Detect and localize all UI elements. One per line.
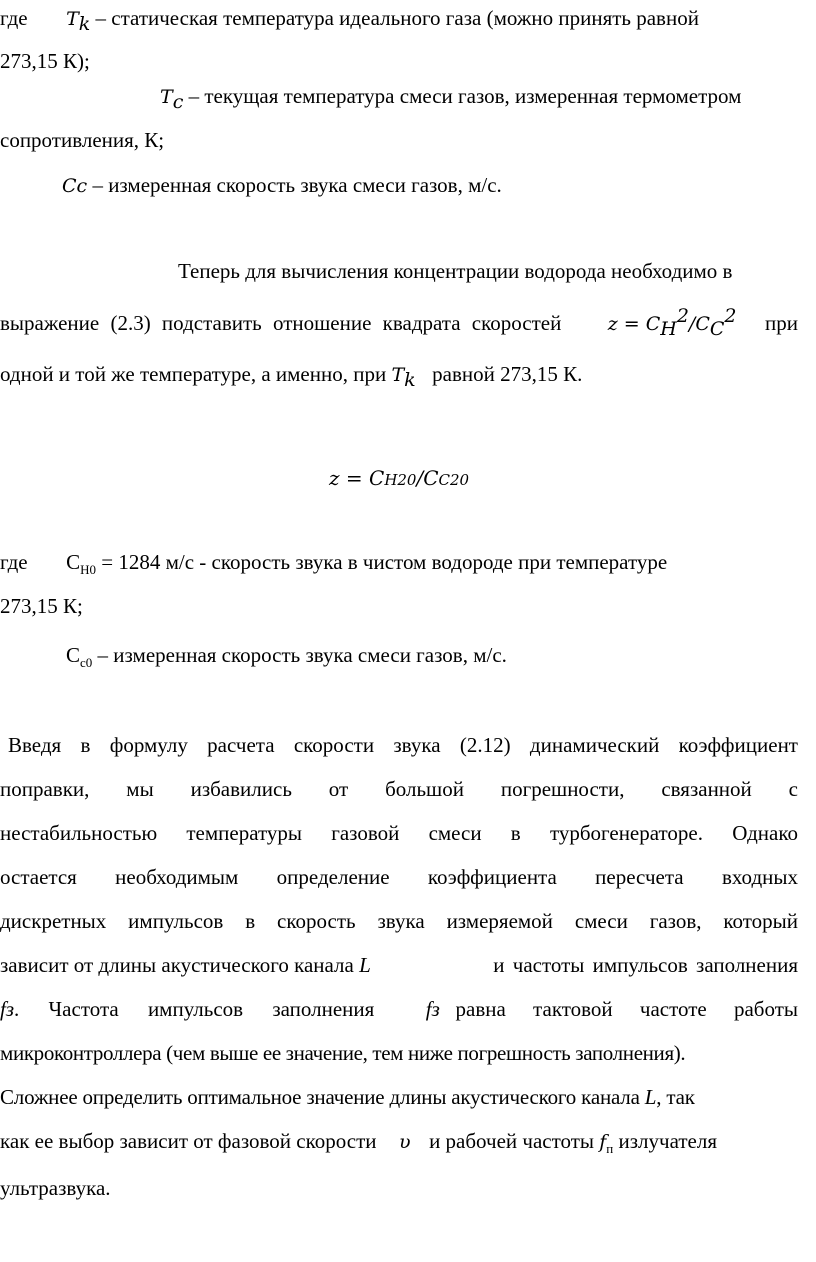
p2-text-3-tail: равной 273,15 К. xyxy=(432,362,583,386)
symbol-tc-sub: c xyxy=(172,91,184,113)
where-label: где xyxy=(0,6,28,30)
p4-line-10-a: как ее выбор зависит от фазовой скорости xyxy=(0,1129,377,1153)
p4-line-5: дискретных импульсов в скорость звука измеряемой смеси газов, который xyxy=(0,909,798,933)
tc-definition: – текущая температура смеси газов, измеренная термометром xyxy=(188,84,742,108)
p4-line-7-b: равна тактовой частоте работы xyxy=(455,997,798,1021)
line-p2-2 xyxy=(0,305,798,340)
ch0-definition: = 1284 м/с - скорость звука в чистом водороде при температуре xyxy=(101,550,668,574)
tk-definition-cont: 273,15 К); xyxy=(0,49,90,73)
line-p1-2 xyxy=(0,51,816,72)
p4-line-1: Введя в формулу расчета скорости звука (2.12) динамический коэффициент xyxy=(8,733,798,757)
display-formula: z = CH20/CC20 xyxy=(329,466,470,490)
p4-line-10-c: излучателя xyxy=(618,1129,718,1153)
where-label-2: где xyxy=(0,550,28,574)
symbol-tk: T xyxy=(66,8,79,30)
p4-line-6-a: зависит от длины акустического канала xyxy=(0,953,354,977)
symbol-l: L xyxy=(359,953,371,977)
symbol-tk-2-sub: k xyxy=(404,369,416,391)
formula-inline-c: C xyxy=(709,318,725,340)
formula-inline-z: z = C xyxy=(607,313,661,335)
symbol-fp: f xyxy=(599,1131,607,1153)
ch0-definition-cont: 273,15 К; xyxy=(0,594,83,618)
p2-text-2-tail: при xyxy=(765,311,798,335)
formula-inline-sq1: 2 xyxy=(676,305,689,327)
symbol-cc0-sub: с0 xyxy=(80,655,93,670)
formula-text xyxy=(469,468,470,469)
formula-inline-mid: /C xyxy=(688,313,710,335)
symbol-l-2: L xyxy=(644,1085,657,1109)
symbol-ch0-sub: Н0 xyxy=(80,562,96,577)
symbol-upsilon: υ xyxy=(399,1131,411,1153)
p4-line-10-b: и рабочей частоты xyxy=(429,1129,594,1153)
symbol-fz-2: fз xyxy=(425,997,440,1021)
symbol-fz: fз xyxy=(0,997,15,1021)
p4-line-8: микроконтроллера (чем выше ее значение, тем ниже погрешность заполнения). xyxy=(0,1041,686,1065)
line-p3-1 xyxy=(0,550,816,577)
symbol-tk-2: T xyxy=(391,364,405,386)
p2-text-1: Теперь для вычисления концентрации водорода необходимо в xyxy=(178,259,733,283)
p4-line-6-b: и частоты импульсов заполнения xyxy=(493,953,798,977)
formula-inline-h: H xyxy=(660,318,677,340)
line-p1-3 xyxy=(160,84,816,113)
p4-line-7-a: . Частота импульсов заполнения xyxy=(14,997,375,1021)
symbol-cc: Cc xyxy=(62,175,88,197)
symbol-tc: T xyxy=(160,86,173,108)
symbol-cc0: С xyxy=(66,643,81,667)
p4-line-9 xyxy=(0,1087,798,1108)
line-p3-2 xyxy=(0,596,816,617)
cc0-definition: – измеренная скорость звука смеси газов, м/с. xyxy=(97,643,507,667)
line-p1-1 xyxy=(0,6,816,35)
p4-line-9-b: , так xyxy=(656,1085,695,1109)
tk-definition: – статическая температура идеального газа (можно принять равной xyxy=(95,6,699,30)
p4-line-3: нестабильностью температуры газовой смеси в турбогенераторе. Однако xyxy=(0,821,798,845)
p4-line-6 xyxy=(0,955,798,976)
line-p2-1 xyxy=(178,261,816,282)
symbol-tk-sub: k xyxy=(78,13,91,35)
p4-line-11: ультразвука. xyxy=(0,1176,111,1200)
line-p2-3 xyxy=(0,362,816,391)
p2-text-2: выражение (2.3) подставить отношение квадрата скоростей xyxy=(0,311,562,335)
formula-inline-sq2: 2 xyxy=(724,305,737,327)
line-p1-4 xyxy=(0,130,816,151)
symbol-ch0: С xyxy=(66,550,81,574)
line-p3-3 xyxy=(66,643,816,670)
symbol-fp-sub: п xyxy=(606,1141,614,1156)
p4-line-2: поправки, мы избавились от большой погрешности, связанной с xyxy=(0,777,798,801)
p4-line-9-a: Сложнее определить оптимальное значение длины акустического канала xyxy=(0,1085,640,1109)
p4-line-7 xyxy=(0,999,798,1020)
p2-text-3: одной и той же температуре, а именно, при xyxy=(0,362,387,386)
p4-line-10 xyxy=(0,1129,798,1156)
cc-definition: – измеренная скорость звука смеси газов, м/с. xyxy=(92,173,502,197)
line-p1-5 xyxy=(62,175,816,196)
p4-line-4: остается необходимым определение коэффициента пересчета входных xyxy=(0,865,798,889)
tc-definition-cont: сопротивления, К; xyxy=(0,128,165,152)
